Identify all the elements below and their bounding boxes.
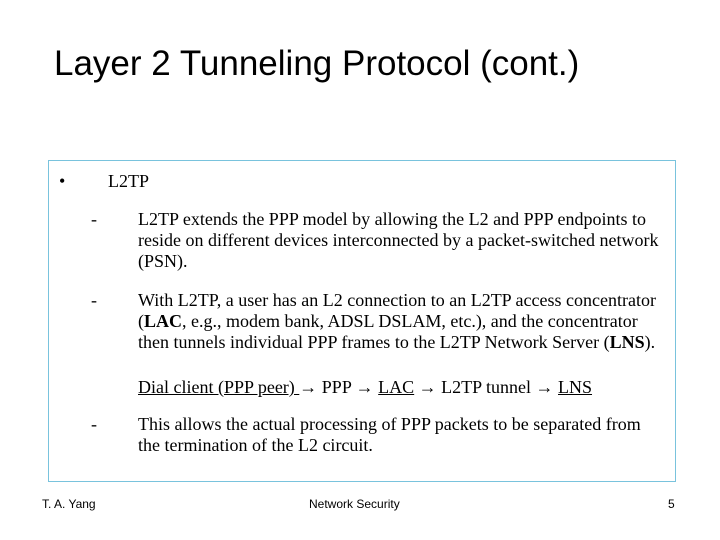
lac-term: LAC xyxy=(144,311,183,331)
lns-term: LNS xyxy=(609,332,645,352)
arrow-icon: → xyxy=(418,377,437,397)
flow-dial-client: Dial client (PPP peer) xyxy=(138,377,300,397)
text-segment: With L2TP, a user has an L2 connection to an L2TP access concentrator ( xyxy=(138,290,656,331)
sub-item-text: L2TP extends the PPP model by allowing the L2 and PPP endpoints to reside on different devices interconnected by a packet-switched network (PSN). xyxy=(138,209,659,271)
footer-course: Network Security xyxy=(309,497,400,511)
slide-title: Layer 2 Tunneling Protocol (cont.) xyxy=(54,44,580,83)
flow-line xyxy=(138,377,592,398)
arrow-icon: → xyxy=(299,377,318,397)
text-segment: ). xyxy=(644,332,656,352)
flow-l2tp-tunnel: L2TP tunnel xyxy=(436,377,536,397)
dash-marker: - xyxy=(91,414,97,434)
flow-ppp: PPP xyxy=(317,377,356,397)
arrow-icon: → xyxy=(535,377,554,397)
dash-marker: - xyxy=(91,290,97,310)
content-box xyxy=(48,160,676,482)
sub-item-text: This allows the actual processing of PPP packets to be separated from the termination of the L2 circuit. xyxy=(138,414,641,455)
arrow-icon: → xyxy=(355,377,374,397)
flow-lns: LNS xyxy=(558,377,593,397)
footer-author: T. A. Yang xyxy=(42,497,96,511)
sub-item-text xyxy=(138,290,663,353)
flow-lac: LAC xyxy=(378,377,415,397)
bullet-label: L2TP xyxy=(108,171,150,191)
bullet-marker: • xyxy=(59,171,66,191)
text-segment: , e.g., modem bank, ADSL DSLAM, etc.), and the concentrator then tunnels individual PPP frames to the L2TP Network Server ( xyxy=(138,311,638,352)
footer-page-number: 5 xyxy=(668,497,675,511)
dash-marker: - xyxy=(91,209,97,229)
